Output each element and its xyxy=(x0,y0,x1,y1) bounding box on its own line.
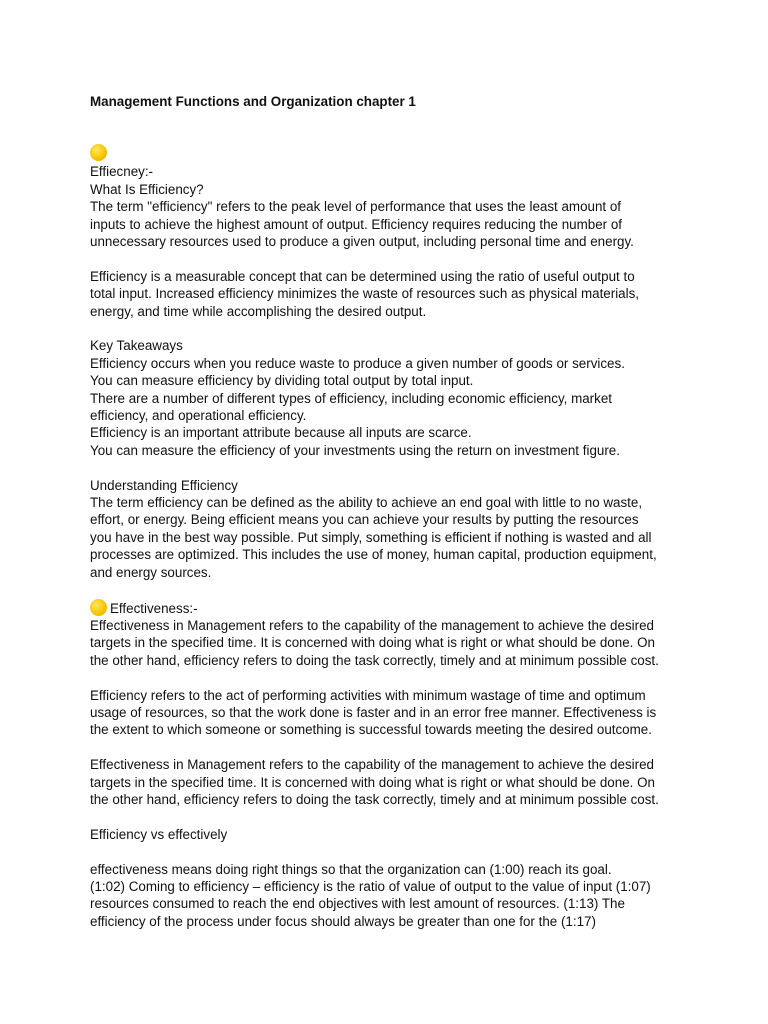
key-takeaways-section xyxy=(90,337,690,459)
paragraph-3 xyxy=(90,617,690,669)
text-line: unnecessary resources used to produce a given output, including personal time and energy. xyxy=(90,234,634,250)
text-line: targets in the specified time. It is concerned with doing what is right or what should be done. On xyxy=(90,774,655,790)
paragraph-6 xyxy=(90,861,690,931)
document-page xyxy=(90,93,690,930)
text-line: The term efficiency can be defined as the ability to achieve an end goal with little to no waste, xyxy=(90,495,643,511)
paragraph-5 xyxy=(90,756,690,808)
effectiveness-heading: Effectiveness:- xyxy=(110,600,198,616)
effectiveness-heading-row xyxy=(90,599,690,617)
text-line: inputs to achieve the highest amount of output. Efficiency requires reducing the number of xyxy=(90,216,622,232)
text-line: You can measure the efficiency of your investments using the return on investment figure. xyxy=(90,442,620,458)
text-line: Efficiency refers to the act of performing activities with minimum wastage of time and optimum xyxy=(90,687,646,703)
text-line: Effectiveness in Management refers to the capability of the management to achieve the desired xyxy=(90,757,654,773)
understanding-section xyxy=(90,477,690,581)
text-line: effort, or energy. Being efficient means you can achieve your results by putting the resources xyxy=(90,512,639,528)
text-line: and energy sources. xyxy=(90,564,212,580)
text-line: You can measure efficiency by dividing total output by total input. xyxy=(90,373,474,389)
text-line: resources consumed to reach the end objectives with lest amount of resources. (1:13) The xyxy=(90,896,625,912)
key-takeaways-heading: Key Takeaways xyxy=(90,338,183,354)
efficiency-vs-effectively-heading: Efficiency vs effectively xyxy=(90,826,228,842)
understanding-heading: Understanding Efficiency xyxy=(90,477,238,493)
text-line: the other hand, efficiency refers to doing the task correctly, timely and at minimum possible cost. xyxy=(90,791,659,807)
text-line: the extent to which someone or something is successful towards meeting the desired outcome. xyxy=(90,722,652,738)
text-line: efficiency of the process under focus should always be greater than one for the (1:17) xyxy=(90,913,596,929)
text-line: Efficiency is a measurable concept that can be determined using the ratio of useful output to xyxy=(90,268,635,284)
paragraph-1 xyxy=(90,198,690,250)
document-title: Management Functions and Organization chapter 1 xyxy=(90,94,416,109)
text-line: you have in the best way possible. Put simply, something is efficient if nothing is wasted and all xyxy=(90,529,652,545)
text-line: total input. Increased efficiency minimizes the waste of resources such as physical materials, xyxy=(90,286,640,302)
text-line: Efficiency occurs when you reduce waste to produce a given number of goods or services. xyxy=(90,355,625,371)
emoji-row xyxy=(90,144,690,163)
text-line: (1:02) Coming to efficiency – efficiency is the ratio of value of output to the value of input (1:07) xyxy=(90,878,651,894)
text-line: effectiveness means doing right things so that the organization can (1:00) reach its goal. xyxy=(90,861,612,877)
yellow-circle-icon xyxy=(90,599,107,616)
text-line: efficiency, and operational efficiency. xyxy=(90,408,307,424)
text-line: energy, and time while accomplishing the desired output. xyxy=(90,303,427,319)
text-line: Efficiency is an important attribute because all inputs are scarce. xyxy=(90,425,472,441)
yellow-circle-icon xyxy=(90,144,107,161)
text-line: The term "efficiency" refers to the peak level of performance that uses the least amount of xyxy=(90,199,622,215)
paragraph-4 xyxy=(90,687,690,739)
text-line: targets in the specified time. It is concerned with doing what is right or what should be done. On xyxy=(90,635,655,651)
text-line: There are a number of different types of efficiency, including economic efficiency, market xyxy=(90,390,613,406)
text-line: Effectiveness in Management refers to the capability of the management to achieve the desired xyxy=(90,617,654,633)
paragraph-2 xyxy=(90,268,690,320)
what-is-efficiency-heading: What Is Efficiency? xyxy=(90,181,204,197)
text-line: usage of resources, so that the work done is faster and in an error free manner. Effectiveness is xyxy=(90,704,657,720)
text-line: the other hand, efficiency refers to doing the task correctly, timely and at minimum possible cost. xyxy=(90,652,659,668)
text-line: processes are optimized. This includes the use of money, human capital, production equipment, xyxy=(90,547,657,563)
efficiency-heading: Effiecney:- xyxy=(90,164,154,180)
